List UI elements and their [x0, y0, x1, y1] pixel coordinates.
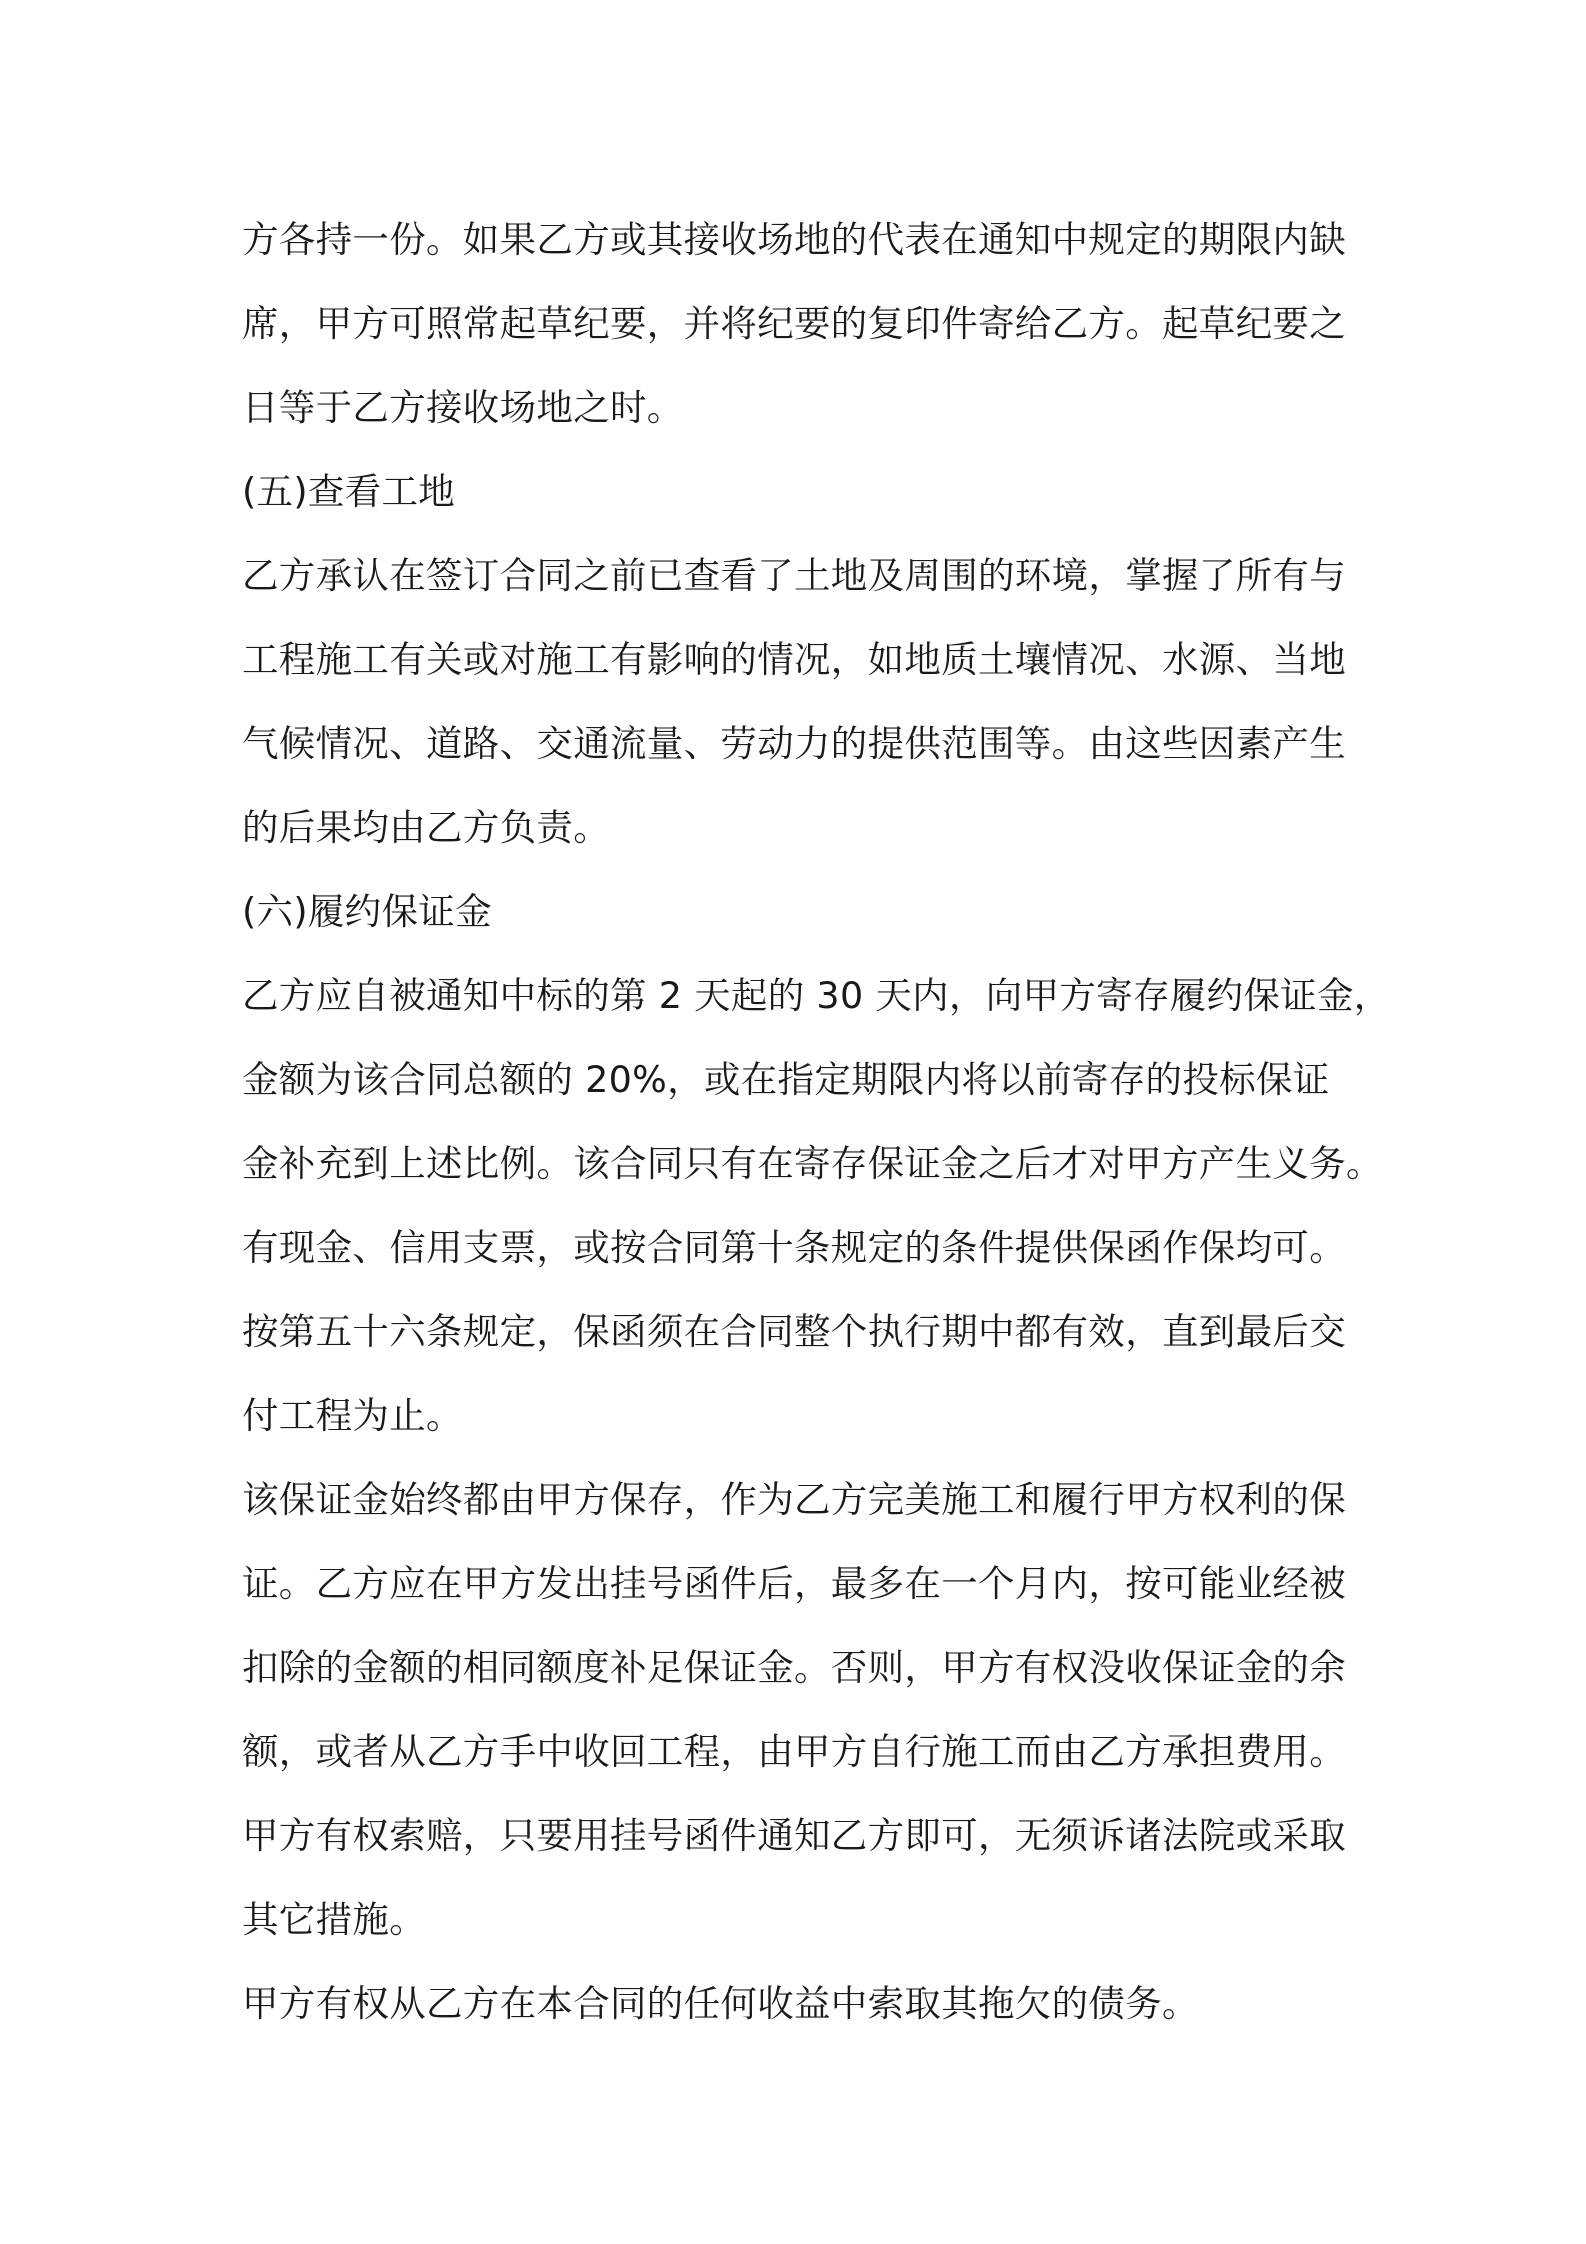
document-body — [242, 198, 1391, 2046]
paragraph-line: 乙方承认在签订合同之前已查看了土地及周围的环境，掌握了所有与 — [242, 554, 1346, 597]
paragraph-line: 方各持一份。如果乙方或其接收场地的代表在通知中规定的期限内缺 — [242, 218, 1346, 261]
paragraph-line: 金额为该合同总额的 20%，或在指定期限内将以前寄存的投标保证 — [242, 1058, 1330, 1101]
paragraph-line: 席，甲方可照常起草纪要，并将纪要的复印件寄给乙方。起草纪要之 — [242, 302, 1346, 345]
paragraph-line: 的后果均由乙方负责。 — [242, 806, 610, 849]
paragraph-line: 甲方有权索赔，只要用挂号函件通知乙方即可，无须诉诸法院或采取 — [242, 1814, 1346, 1857]
paragraph-line: 额，或者从乙方手中收回工程，由甲方自行施工而由乙方承担费用。 — [242, 1730, 1346, 1773]
section-heading-performance-bond: (六)履约保证金 — [242, 890, 492, 933]
paragraph-line: 有现金、信用支票，或按合同第十条规定的条件提供保函作保均可。 — [242, 1226, 1346, 1269]
paragraph-line: 付工程为止。 — [242, 1394, 463, 1437]
section-heading-inspect-site: (五)查看工地 — [242, 470, 456, 513]
paragraph-line: 工程施工有关或对施工有影响的情况，如地质土壤情况、水源、当地 — [242, 638, 1346, 681]
paragraph-line: 甲方有权从乙方在本合同的任何收益中索取其拖欠的债务。 — [242, 1982, 1199, 2025]
paragraph-line: 气候情况、道路、交通流量、劳动力的提供范围等。由这些因素产生 — [242, 722, 1346, 765]
paragraph-line: 乙方应自被通知中标的第 2 天起的 30 天内，向甲方寄存履约保证金， — [242, 974, 1391, 1017]
paragraph-line: 金补充到上述比例。该合同只有在寄存保证金之后才对甲方产生义务。 — [242, 1142, 1383, 1185]
paragraph-line: 证。乙方应在甲方发出挂号函件后，最多在一个月内，按可能业经被 — [242, 1562, 1346, 1605]
paragraph-line: 扣除的金额的相同额度补足保证金。否则，甲方有权没收保证金的余 — [242, 1646, 1346, 1689]
paragraph-line: 日等于乙方接收场地之时。 — [242, 386, 684, 429]
paragraph-line: 其它措施。 — [242, 1898, 426, 1941]
paragraph-line: 按第五十六条规定，保函须在合同整个执行期中都有效，直到最后交 — [242, 1310, 1346, 1353]
paragraph-line: 该保证金始终都由甲方保存，作为乙方完美施工和履行甲方权利的保 — [242, 1478, 1346, 1521]
